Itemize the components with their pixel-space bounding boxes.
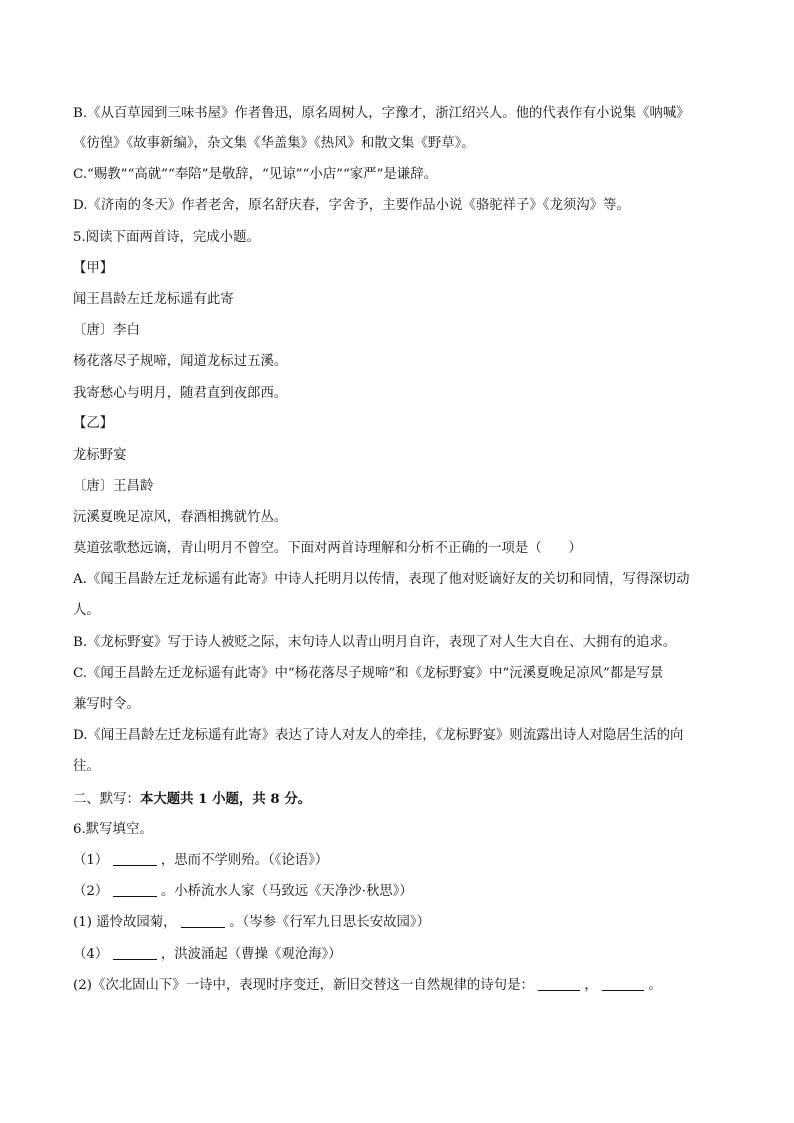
question-6-heading: 6.默写填空。 bbox=[73, 822, 153, 837]
answer-b-line: B.《龙标野宴》写于诗人被贬之际，末句诗人以青山明月自许，表现了对人生大自在、大拥有的追求。 bbox=[73, 635, 677, 650]
answer-a-line-2: 人。 bbox=[73, 603, 100, 618]
fill-item-4 bbox=[73, 945, 342, 965]
fill-item-5-prefix: (2)《次北固山下》一诗中，表现时序变迁，新旧交替这一自然规律的诗句是： bbox=[73, 978, 534, 993]
option-b-line-2: 《彷徨》《故事新编》，杂文集《华盖集》《热风》和散文集《野草》。 bbox=[73, 136, 475, 151]
poem-yi-marker: 【乙】 bbox=[73, 416, 114, 431]
fill-item-1-text: ，思而不学则殆。（《论语》） bbox=[160, 853, 329, 868]
fill-item-2 bbox=[73, 882, 413, 902]
poem-2-line-2-question: 莫道弦歌愁远谪，青山明月不曾空。下面对两首诗理解和分析不正确的一项是（ ） bbox=[73, 541, 582, 556]
answer-c-line-2: 兼写时令。 bbox=[73, 697, 140, 712]
section-2-label: 二、默写： bbox=[73, 792, 140, 807]
fill-item-2-text: 。小桥流水人家（马致远《天净沙·秋思》） bbox=[160, 884, 413, 899]
fill-item-5-separator: ， bbox=[584, 978, 598, 993]
fill-item-5-end: 。 bbox=[648, 978, 662, 993]
option-b-line-1: B.《从百草园到三味书屋》作者鲁迅，原名周树人，字豫才，浙江绍兴人。他的代表作有小说集《呐喊》 bbox=[73, 106, 690, 121]
fill-blank-4[interactable] bbox=[113, 945, 157, 960]
poem-1-line-2: 我寄愁心与明月，随君直到夜郎西。 bbox=[73, 386, 288, 401]
option-c-line: C.“赐教”“高就”“奉陪”是敬辞，“见谅”“小店”“家严”是谦辞。 bbox=[73, 167, 437, 182]
poem-2-line-1: 沅溪夏晚足凉风，春酒相携就竹丛。 bbox=[73, 510, 288, 525]
answer-d-line-1: D.《闻王昌龄左迁龙标遥有此寄》表达了诗人对友人的牵挂，《龙标野宴》则流露出诗人对隐居生活的向 bbox=[73, 728, 684, 743]
fill-item-4-number: （4） bbox=[73, 947, 109, 962]
fill-item-3-text: 。（岑参《行军九日思长安故园》） bbox=[229, 915, 430, 930]
fill-item-5 bbox=[73, 976, 662, 996]
poem-1-line-1: 杨花落尽子规啼，闻道龙标过五溪。 bbox=[73, 354, 288, 369]
section-2-heading bbox=[73, 789, 311, 809]
fill-item-3-prefix: (1) 遥怜故园菊， bbox=[73, 915, 177, 930]
option-d-line: D.《济南的冬天》作者老舍，原名舒庆春，字舍予，主要作品小说《骆驼祥子》《龙须沟》等。 bbox=[73, 198, 630, 213]
question-5-heading: 5.阅读下面两首诗，完成小题。 bbox=[73, 230, 260, 245]
fill-item-3 bbox=[73, 913, 430, 933]
poem-1-author: 〔唐〕李白 bbox=[73, 323, 140, 338]
fill-blank-2[interactable] bbox=[113, 882, 157, 897]
poem-jia-marker: 【甲】 bbox=[73, 261, 114, 276]
answer-d-line-2: 往。 bbox=[73, 759, 100, 774]
poem-2-title: 龙标野宴 bbox=[73, 448, 127, 463]
fill-item-4-text: ，洪波涌起（曹操《观沧海》） bbox=[160, 947, 342, 962]
fill-blank-5a[interactable] bbox=[538, 976, 580, 991]
answer-c-line-1: C.《闻王昌龄左迁龙标遥有此寄》中“杨花落尽子规啼”和《龙标野宴》中“沅溪夏晚足凉风”都是写景 bbox=[73, 666, 664, 681]
fill-blank-3[interactable] bbox=[181, 913, 225, 928]
section-2-info: 本大题共 1 小题，共 8 分。 bbox=[139, 791, 312, 807]
fill-blank-5b[interactable] bbox=[602, 976, 644, 991]
fill-item-2-number: （2） bbox=[73, 884, 109, 899]
fill-item-1 bbox=[73, 851, 328, 871]
poem-2-author: 〔唐〕王昌龄 bbox=[73, 479, 154, 494]
fill-item-1-number: （1） bbox=[73, 853, 109, 868]
answer-a-line-1: A.《闻王昌龄左迁龙标遥有此寄》中诗人托明月以传情，表现了他对贬谪好友的关切和同情，写得深切动 bbox=[73, 572, 690, 587]
fill-blank-1[interactable] bbox=[113, 851, 157, 866]
poem-1-title: 闻王昌龄左迁龙标遥有此寄 bbox=[73, 292, 234, 307]
